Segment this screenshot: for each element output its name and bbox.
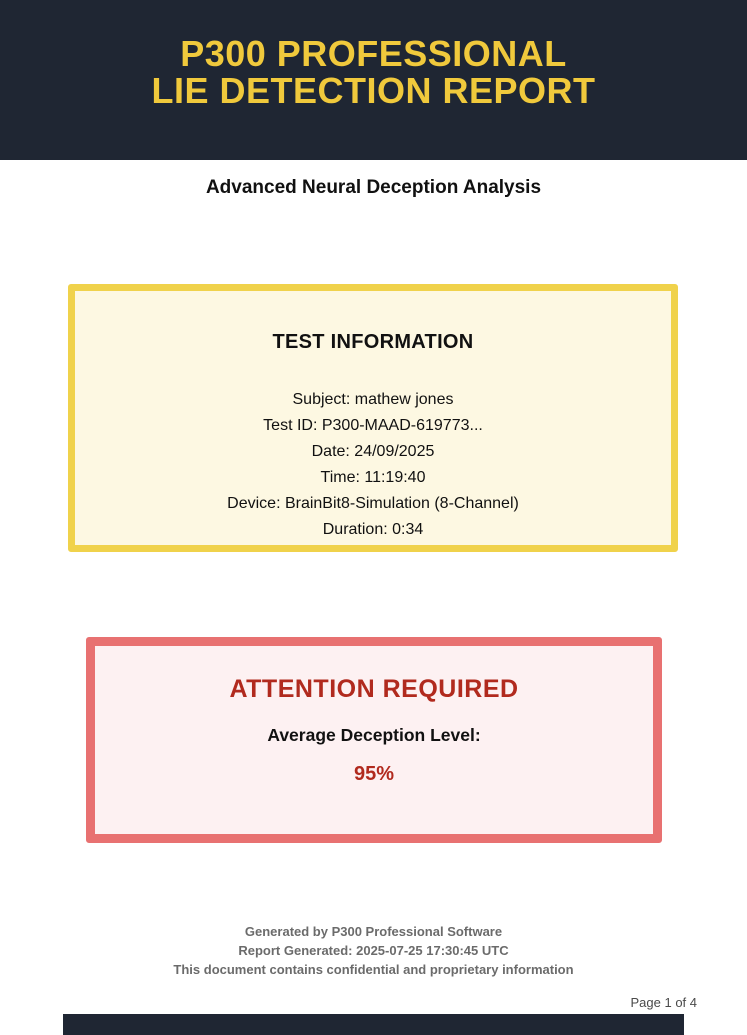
report-title-line1: P300 PROFESSIONAL <box>180 33 567 74</box>
footer-line-confidential: This document contains confidential and proprietary information <box>173 962 574 977</box>
info-line-time: Time: 11:19:40 <box>320 469 426 486</box>
footer-line-report-generated: Report Generated: 2025-07-25 17:30:45 UTC <box>238 943 509 958</box>
deception-level-label: Average Deception Level: <box>267 725 481 745</box>
info-line-subject: Subject: mathew jones <box>292 391 454 408</box>
info-line-date: Date: 24/09/2025 <box>311 443 435 460</box>
report-title-line2: LIE DETECTION REPORT <box>151 70 596 111</box>
test-information-heading: TEST INFORMATION <box>272 331 474 353</box>
info-line-test-id: Test ID: P300-MAAD-619773... <box>263 417 483 434</box>
footer-line-generated-by: Generated by P300 Professional Software <box>244 924 503 939</box>
report-subtitle: Advanced Neural Deception Analysis <box>205 177 542 198</box>
page-indicator: Page 1 of 4 <box>630 995 697 1010</box>
deception-level-value: 95% <box>353 763 395 785</box>
test-information-box <box>68 284 678 552</box>
report-header <box>0 0 747 160</box>
next-page-header-bar <box>63 1014 684 1035</box>
attention-heading: ATTENTION REQUIRED <box>229 675 519 703</box>
test-information-lines <box>75 387 671 543</box>
info-line-device: Device: BrainBit8-Simulation (8-Channel) <box>227 495 519 512</box>
info-line-duration: Duration: 0:34 <box>322 521 424 538</box>
attention-required-box <box>86 637 662 843</box>
report-footer <box>0 922 747 979</box>
